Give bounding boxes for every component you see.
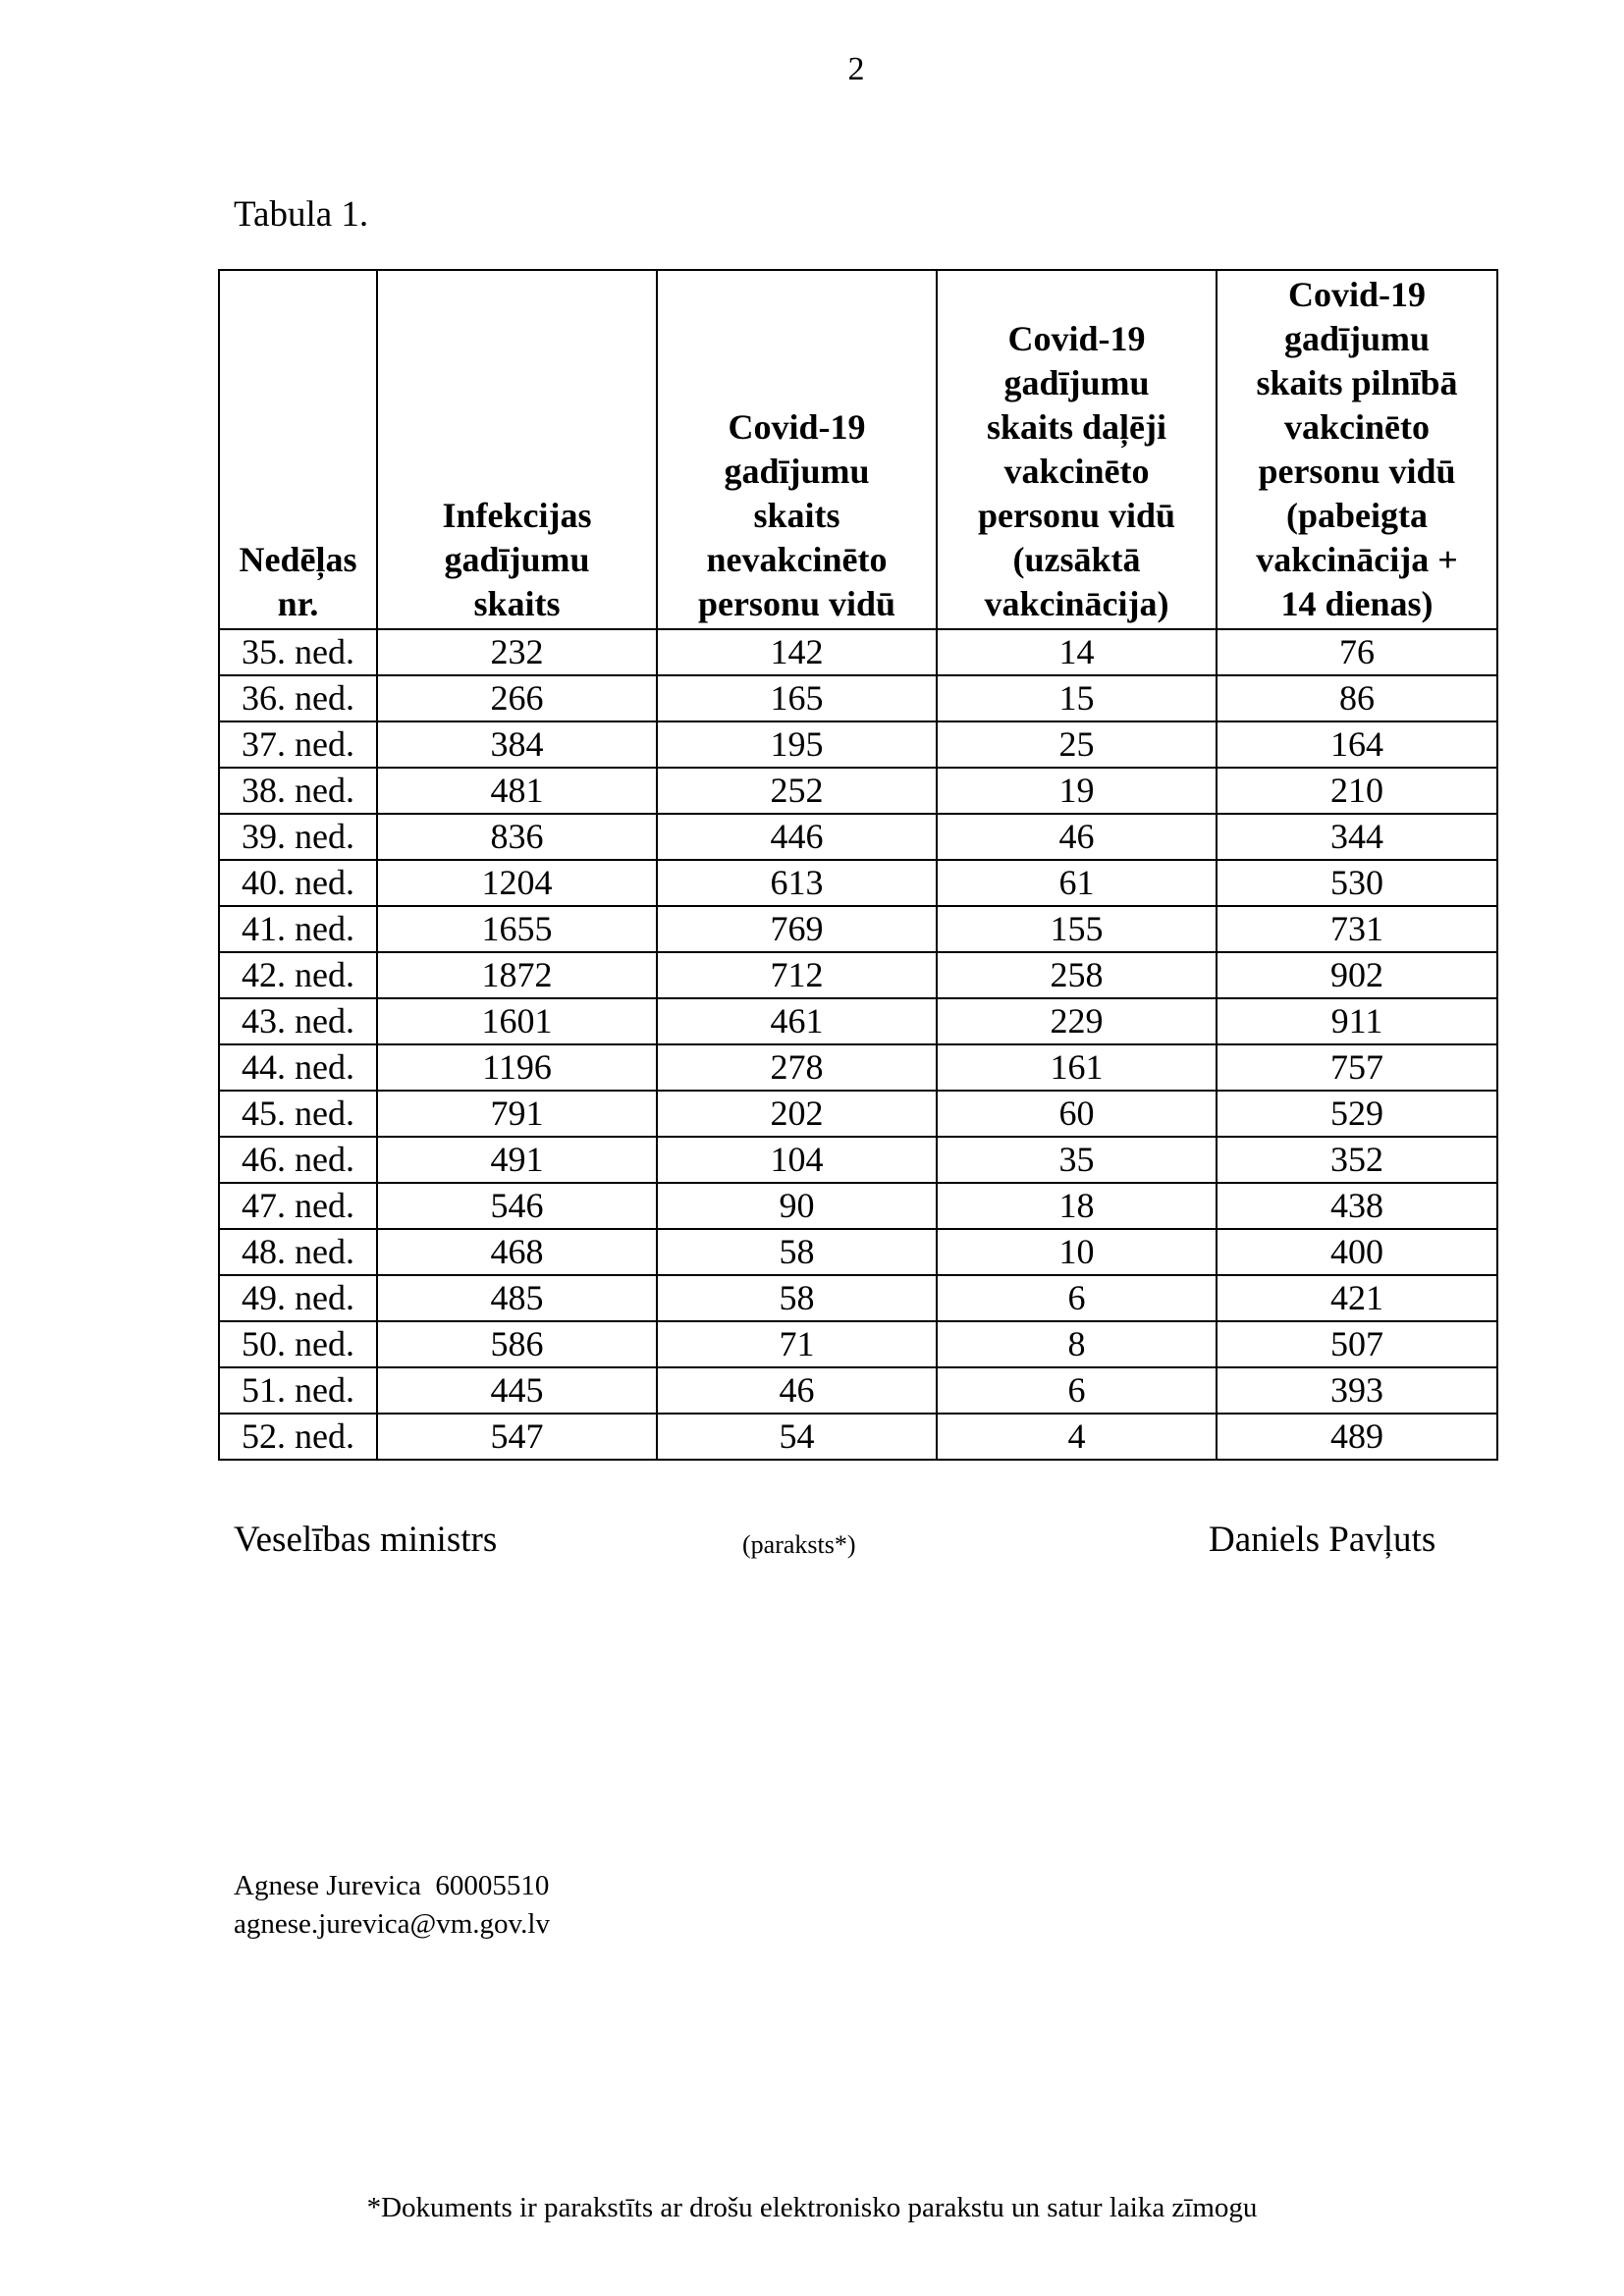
- partially-vaccinated-cell: 15: [937, 675, 1217, 721]
- unvaccinated-cell: 142: [657, 629, 937, 675]
- infections-cell: 232: [377, 629, 657, 675]
- week-cell: 51. ned.: [219, 1367, 377, 1414]
- week-cell: 38. ned.: [219, 768, 377, 814]
- fully-vaccinated-cell: 529: [1217, 1091, 1497, 1137]
- week-cell: 50. ned.: [219, 1321, 377, 1367]
- week-cell: 52. ned.: [219, 1414, 377, 1460]
- infections-cell: 468: [377, 1229, 657, 1275]
- table-row: [219, 860, 1497, 906]
- contact-info: [234, 1867, 550, 1944]
- infections-cell: 1601: [377, 998, 657, 1044]
- partially-vaccinated-cell: 18: [937, 1183, 1217, 1229]
- header-infections: [377, 270, 657, 629]
- header-line: gadījumu: [724, 452, 870, 491]
- header-line: personu vidū: [697, 584, 896, 623]
- table-row: [219, 1367, 1497, 1414]
- week-cell: 42. ned.: [219, 952, 377, 998]
- week-cell: 41. ned.: [219, 906, 377, 952]
- header-line: (uzsāktā: [1012, 540, 1141, 579]
- header-line: vakcinēto: [1284, 407, 1430, 447]
- signer-title: Veselības ministrs: [234, 1520, 498, 1560]
- fully-vaccinated-cell: 902: [1217, 952, 1497, 998]
- unvaccinated-cell: 58: [657, 1229, 937, 1275]
- table-body: [219, 629, 1497, 1460]
- fully-vaccinated-cell: 530: [1217, 860, 1497, 906]
- header-line: skaits daļēji: [986, 407, 1167, 447]
- header-line: Covid-19: [1287, 275, 1426, 314]
- footnote: *Dokuments ir parakstīts ar drošu elektronisko parakstu un satur laika zīmogu: [366, 2192, 1258, 2223]
- table-row: [219, 998, 1497, 1044]
- table-row: [219, 952, 1497, 998]
- partially-vaccinated-cell: 8: [937, 1321, 1217, 1367]
- header-line: nr.: [277, 584, 319, 623]
- header-line: vakcinēto: [1003, 452, 1150, 491]
- unvaccinated-cell: 71: [657, 1321, 937, 1367]
- week-cell: 45. ned.: [219, 1091, 377, 1137]
- header-line: nevakcinēto: [706, 540, 888, 579]
- header-line: personu vidū: [1258, 452, 1456, 491]
- table-row: [219, 675, 1497, 721]
- fully-vaccinated-cell: 210: [1217, 768, 1497, 814]
- header-line: vakcinācija +: [1256, 540, 1458, 579]
- header-unvaccinated: [657, 270, 937, 629]
- fully-vaccinated-cell: 731: [1217, 906, 1497, 952]
- infections-cell: 266: [377, 675, 657, 721]
- partially-vaccinated-cell: 14: [937, 629, 1217, 675]
- fully-vaccinated-cell: 757: [1217, 1044, 1497, 1091]
- header-week: [219, 270, 377, 629]
- header-line: personu vidū: [977, 496, 1176, 535]
- partially-vaccinated-cell: 25: [937, 721, 1217, 768]
- week-cell: 37. ned.: [219, 721, 377, 768]
- signer-name: Daniels Pavļuts: [1209, 1520, 1436, 1560]
- week-cell: 47. ned.: [219, 1183, 377, 1229]
- unvaccinated-cell: 202: [657, 1091, 937, 1137]
- fully-vaccinated-cell: 489: [1217, 1414, 1497, 1460]
- header-line: Nedēļas: [239, 540, 357, 579]
- table-row: [219, 814, 1497, 860]
- infections-cell: 586: [377, 1321, 657, 1367]
- table-row: [219, 1414, 1497, 1460]
- infections-cell: 485: [377, 1275, 657, 1321]
- header-line: skaits: [473, 584, 561, 623]
- header-line: gadījumu: [444, 540, 590, 579]
- infections-cell: 491: [377, 1137, 657, 1183]
- week-cell: 46. ned.: [219, 1137, 377, 1183]
- infections-cell: 836: [377, 814, 657, 860]
- unvaccinated-cell: 104: [657, 1137, 937, 1183]
- contact-name-phone: Agnese Jurevica 60005510: [234, 1870, 550, 1901]
- infections-cell: 1204: [377, 860, 657, 906]
- infections-cell: 547: [377, 1414, 657, 1460]
- unvaccinated-cell: 446: [657, 814, 937, 860]
- week-cell: 36. ned.: [219, 675, 377, 721]
- unvaccinated-cell: 278: [657, 1044, 937, 1091]
- header-line: gadījumu: [1003, 363, 1150, 402]
- header-partially-vaccinated: [937, 270, 1217, 629]
- header-line: vakcinācija): [984, 584, 1169, 623]
- signature-block: [0, 1519, 1624, 1568]
- partially-vaccinated-cell: 10: [937, 1229, 1217, 1275]
- infections-cell: 445: [377, 1367, 657, 1414]
- header-line: (pabeigta: [1286, 496, 1428, 535]
- data-table: [218, 269, 1498, 1461]
- partially-vaccinated-cell: 6: [937, 1367, 1217, 1414]
- partially-vaccinated-cell: 19: [937, 768, 1217, 814]
- fully-vaccinated-cell: 76: [1217, 629, 1497, 675]
- unvaccinated-cell: 769: [657, 906, 937, 952]
- partially-vaccinated-cell: 6: [937, 1275, 1217, 1321]
- partially-vaccinated-cell: 258: [937, 952, 1217, 998]
- unvaccinated-cell: 90: [657, 1183, 937, 1229]
- header-line: Covid-19: [1007, 319, 1146, 358]
- fully-vaccinated-cell: 507: [1217, 1321, 1497, 1367]
- partially-vaccinated-cell: 46: [937, 814, 1217, 860]
- week-cell: 48. ned.: [219, 1229, 377, 1275]
- fully-vaccinated-cell: 164: [1217, 721, 1497, 768]
- unvaccinated-cell: 58: [657, 1275, 937, 1321]
- unvaccinated-cell: 165: [657, 675, 937, 721]
- table-row: [219, 1137, 1497, 1183]
- infections-cell: 1872: [377, 952, 657, 998]
- fully-vaccinated-cell: 344: [1217, 814, 1497, 860]
- header-fully-vaccinated: [1217, 270, 1497, 629]
- partially-vaccinated-cell: 229: [937, 998, 1217, 1044]
- table-row: [219, 1183, 1497, 1229]
- partially-vaccinated-cell: 61: [937, 860, 1217, 906]
- table-row: [219, 1275, 1497, 1321]
- unvaccinated-cell: 613: [657, 860, 937, 906]
- fully-vaccinated-cell: 352: [1217, 1137, 1497, 1183]
- infections-cell: 791: [377, 1091, 657, 1137]
- fully-vaccinated-cell: 421: [1217, 1275, 1497, 1321]
- table-row: [219, 1091, 1497, 1137]
- signature-mark: (paraksts*): [742, 1530, 856, 1559]
- table-row: [219, 906, 1497, 952]
- infections-cell: 1196: [377, 1044, 657, 1091]
- infections-cell: 481: [377, 768, 657, 814]
- table-row: [219, 1044, 1497, 1091]
- unvaccinated-cell: 46: [657, 1367, 937, 1414]
- table-header-row: [219, 270, 1497, 629]
- unvaccinated-cell: 712: [657, 952, 937, 998]
- week-cell: 40. ned.: [219, 860, 377, 906]
- week-cell: 49. ned.: [219, 1275, 377, 1321]
- header-line: skaits pilnībā: [1256, 363, 1458, 402]
- infections-cell: 546: [377, 1183, 657, 1229]
- header-line: skaits: [753, 496, 840, 535]
- unvaccinated-cell: 461: [657, 998, 937, 1044]
- partially-vaccinated-cell: 161: [937, 1044, 1217, 1091]
- page-number: 2: [847, 51, 865, 87]
- unvaccinated-cell: 252: [657, 768, 937, 814]
- unvaccinated-cell: 54: [657, 1414, 937, 1460]
- fully-vaccinated-cell: 86: [1217, 675, 1497, 721]
- contact-email: agnese.jurevica@vm.gov.lv: [234, 1908, 550, 1940]
- week-cell: 39. ned.: [219, 814, 377, 860]
- partially-vaccinated-cell: 4: [937, 1414, 1217, 1460]
- table-row: [219, 721, 1497, 768]
- header-line: gadījumu: [1283, 319, 1431, 358]
- infections-cell: 384: [377, 721, 657, 768]
- unvaccinated-cell: 195: [657, 721, 937, 768]
- partially-vaccinated-cell: 60: [937, 1091, 1217, 1137]
- table-row: [219, 629, 1497, 675]
- table-row: [219, 768, 1497, 814]
- week-cell: 35. ned.: [219, 629, 377, 675]
- table-row: [219, 1229, 1497, 1275]
- table-caption: Tabula 1.: [234, 194, 369, 235]
- header-line: Infekcijas: [442, 496, 592, 535]
- partially-vaccinated-cell: 35: [937, 1137, 1217, 1183]
- week-cell: 44. ned.: [219, 1044, 377, 1091]
- fully-vaccinated-cell: 438: [1217, 1183, 1497, 1229]
- fully-vaccinated-cell: 400: [1217, 1229, 1497, 1275]
- header-line: Covid-19: [728, 407, 866, 447]
- header-line: 14 dienas): [1280, 584, 1434, 623]
- partially-vaccinated-cell: 155: [937, 906, 1217, 952]
- infections-cell: 1655: [377, 906, 657, 952]
- fully-vaccinated-cell: 911: [1217, 998, 1497, 1044]
- week-cell: 43. ned.: [219, 998, 377, 1044]
- table-row: [219, 1321, 1497, 1367]
- fully-vaccinated-cell: 393: [1217, 1367, 1497, 1414]
